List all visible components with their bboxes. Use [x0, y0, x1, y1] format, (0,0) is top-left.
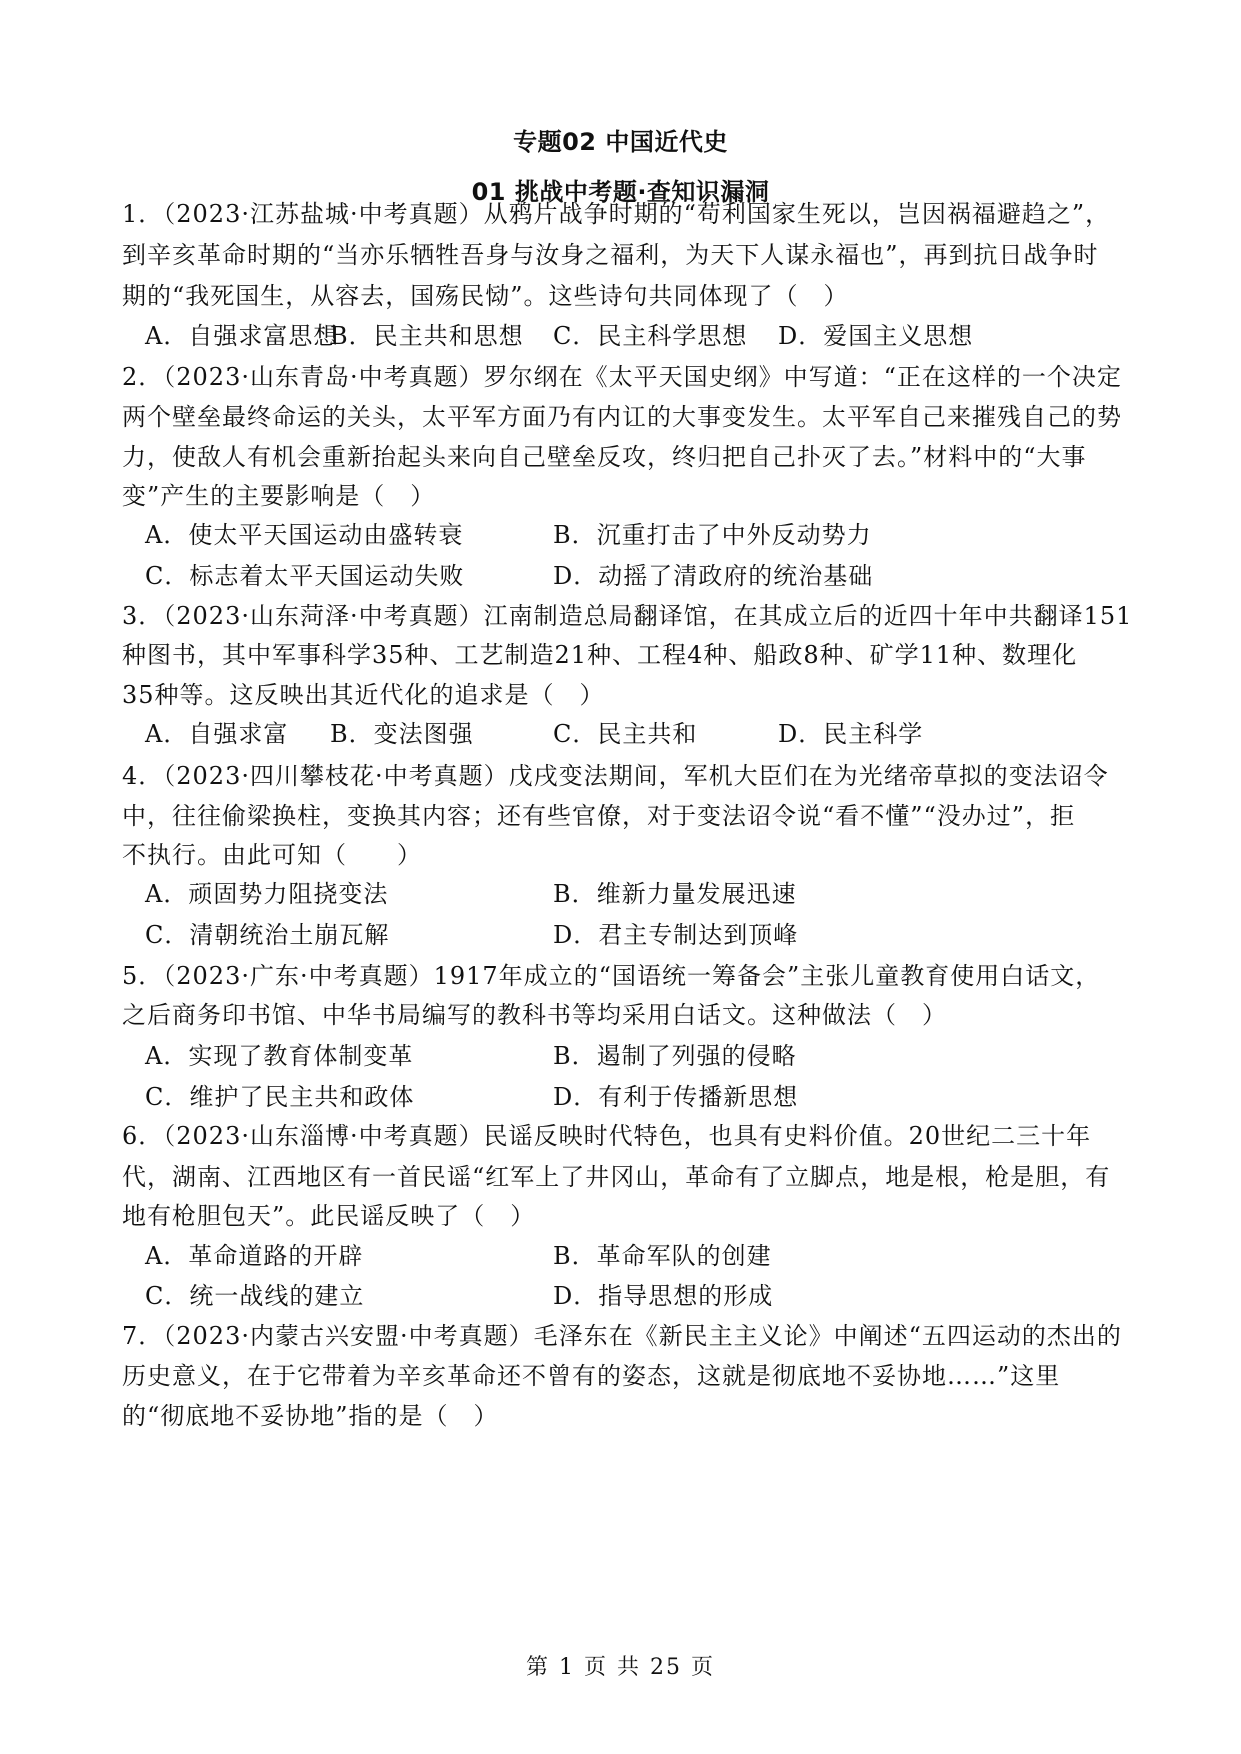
question-3-option-c: C．民主共和 [553, 720, 698, 748]
question-6-line-3: 地有枪胆包天”。此民谣反映了（ ） [122, 1202, 536, 1230]
question-1-option-b: B．民主共和思想 [330, 322, 524, 350]
question-7-line-1: 7．（2023·内蒙古兴安盟·中考真题）毛泽东在《新民主主义论》中阐述“五四运动的杰出的 [122, 1322, 1122, 1350]
question-1-option-d: D．爱国主义思想 [778, 322, 974, 350]
question-4-line-1: 4．（2023·四川攀枝花·中考真题）戊戌变法期间，军机大臣们在为光绪帝草拟的变法诏令 [122, 762, 1109, 790]
question-1-line-2: 到辛亥革命时期的“当亦乐牺牲吾身与汝身之福利，为天下人谋永福也”，再到抗日战争时 [122, 241, 1099, 269]
question-7-line-3: 的“彻底地不妥协地”指的是（ ） [122, 1402, 499, 1430]
question-5-line-2: 之后商务印书馆、中华书局编写的教科书等均采用白话文。这种做法（ ） [122, 1001, 947, 1029]
question-5-line-1: 5．（2023·广东·中考真题）1917年成立的“国语统一筹备会”主张儿童教育使用白话文， [122, 962, 1101, 990]
question-5-option-c: C．维护了民主共和政体 [145, 1083, 415, 1111]
document-title: 专题02 中国近代史 [513, 128, 728, 156]
question-3-option-b: B．变法图强 [330, 720, 474, 748]
question-1-option-a: A．自强求富思想 [145, 322, 339, 350]
question-3-option-a: A．自强求富 [145, 720, 289, 748]
question-1-line-3: 期的“我死国生，从容去，国殇民恸”。这些诗句共同体现了（ ） [122, 282, 849, 310]
question-1-line-1: 1．（2023·江苏盐城·中考真题）从鸦片战争时期的“苟利国家生死以，岂因祸福避趋之”， [122, 200, 1111, 228]
question-6-option-c: C．统一战线的建立 [145, 1282, 365, 1310]
question-4-option-b: B．维新力量发展迅速 [553, 880, 797, 908]
question-6-line-1: 6．（2023·山东淄博·中考真题）民谣反映时代特色，也具有史料价值。20世纪二三十年 [122, 1122, 1092, 1150]
question-5-option-b: B．遏制了列强的侵略 [553, 1042, 797, 1070]
question-3-option-d: D．民主科学 [778, 720, 924, 748]
section-subtitle: 01 挑战中考题·查知识漏洞 [471, 178, 770, 206]
question-6-option-b: B．革命军队的创建 [553, 1242, 772, 1270]
question-4-option-a: A．顽固势力阻挠变法 [145, 880, 389, 908]
question-2-line-2: 两个壁垒最终命运的关头，太平军方面乃有内讧的大事变发生。太平军自己来摧残自己的势 [122, 403, 1122, 431]
question-4-line-3: 不执行。由此可知（ ） [122, 841, 422, 869]
question-3-line-1: 3．（2023·山东菏泽·中考真题）江南制造总局翻译馆，在其成立后的近四十年中共翻译151 [122, 602, 1133, 630]
question-1-option-c: C．民主科学思想 [553, 322, 748, 350]
question-2-line-1: 2．（2023·山东青岛·中考真题）罗尔纲在《太平天国史纲》中写道：“正在这样的一个决定 [122, 363, 1122, 391]
question-2-option-b: B．沉重打击了中外反动势力 [553, 521, 872, 549]
question-2-line-4: 变”产生的主要影响是（ ） [122, 482, 436, 510]
question-4-option-d: D．君主专制达到顶峰 [553, 921, 799, 949]
question-5-option-a: A．实现了教育体制变革 [145, 1042, 414, 1070]
question-2-line-3: 力，使敌人有机会重新抬起头来向自己壁垒反攻，终归把自己扑灭了去。”材料中的“大事 [122, 443, 1087, 471]
question-3-line-3: 35种等。这反映出其近代化的追求是（ ） [122, 681, 605, 709]
question-6-option-d: D．指导思想的形成 [553, 1282, 774, 1310]
page-footer: 第 1 页 共 25 页 [526, 1655, 715, 1680]
question-6-option-a: A．革命道路的开辟 [145, 1242, 364, 1270]
question-5-option-d: D．有利于传播新思想 [553, 1083, 799, 1111]
question-2-option-d: D．动摇了清政府的统治基础 [553, 562, 874, 590]
question-7-line-2: 历史意义，在于它带着为辛亥革命还不曾有的姿态，这就是彻底地不妥协地……”这里 [122, 1362, 1061, 1390]
question-4-line-2: 中，往往偷梁换柱，变换其内容；还有些官僚，对于变法诏令说“看不懂”“没办过”，拒 [122, 802, 1076, 830]
question-3-line-2: 种图书，其中军事科学35种、工艺制造21种、工程4种、船政8种、矿学11种、数理化 [122, 641, 1078, 669]
question-6-line-2: 代，湖南、江西地区有一首民谣“红军上了井冈山，革命有了立脚点，地是根，枪是胆，有 [122, 1163, 1111, 1191]
question-2-option-a: A．使太平天国运动由盛转衰 [145, 521, 464, 549]
question-2-option-c: C．标志着太平天国运动失败 [145, 562, 465, 590]
question-4-option-c: C．清朝统治土崩瓦解 [145, 921, 390, 949]
